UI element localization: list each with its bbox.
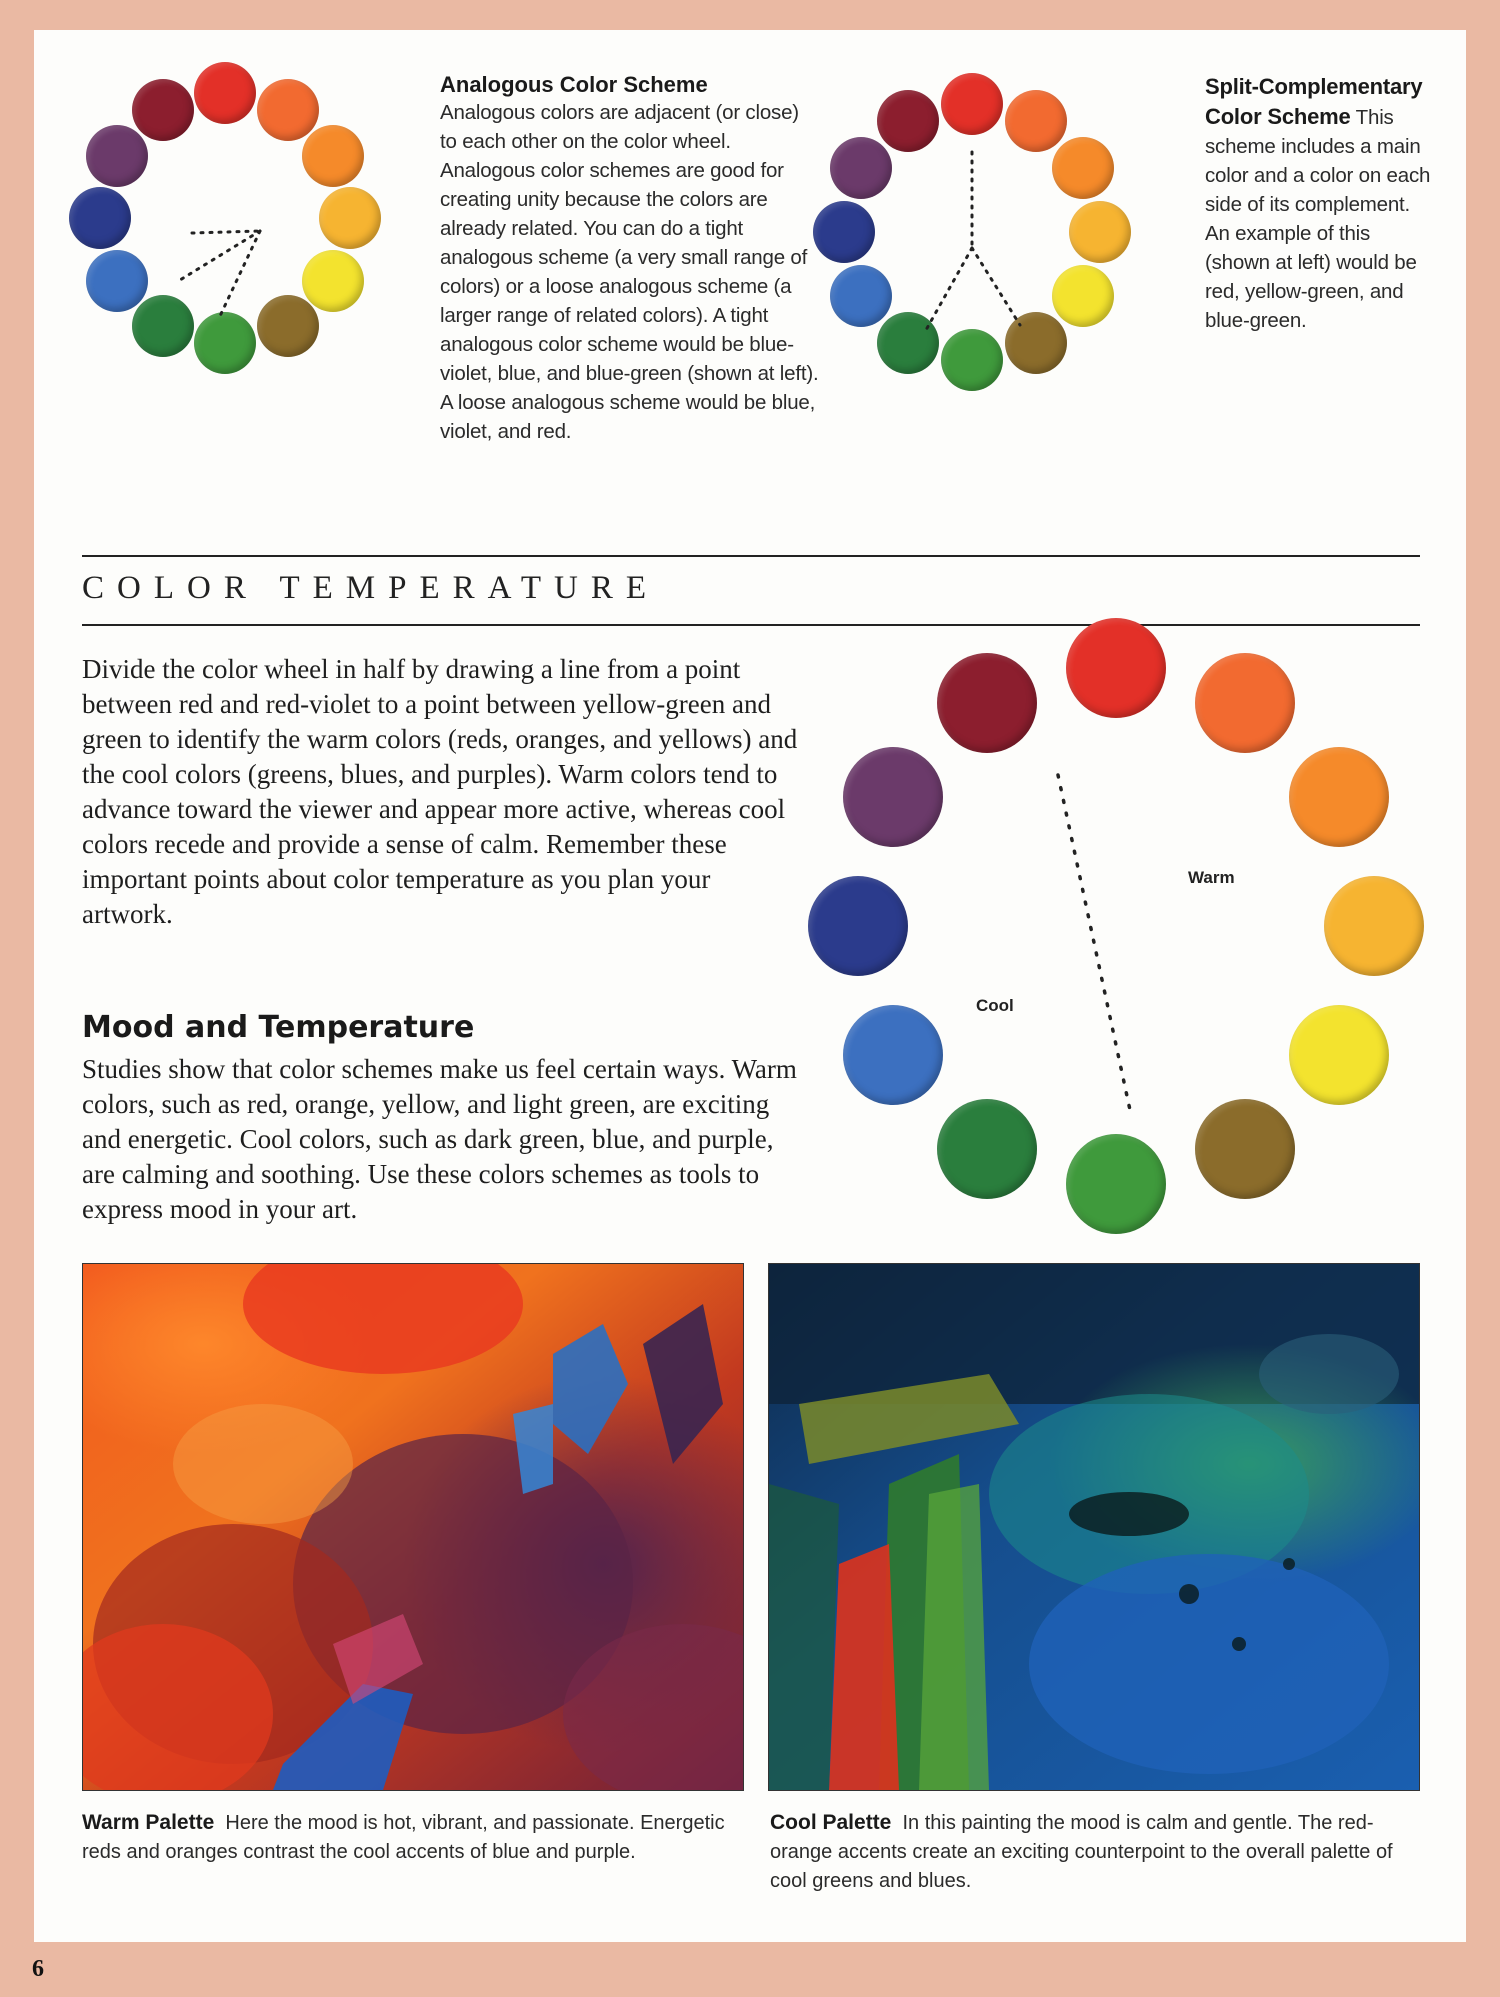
color-temperature-text: Divide the color wheel in half by drawing a line from a point between red and red-violet to a point between yellow-green and green to identify the warm colors (reds, oranges, and yellows) and the cool colors (greens, blues, and purples). Warm colors tend to advance toward the viewer and appear more active, whereas cool colors recede and provide a sense of calm. Remember these important points about color temperature as you plan your artwork. [82,654,798,929]
warm-palette-title: Warm Palette [82,1811,215,1834]
temperature-divider-line [824,640,1424,1220]
split-complementary-color-wheel [824,70,1114,370]
split-description: This scheme includes a main color and a color on each side of its complement. An example of this (shown at left) would be red, yellow-green, and blue-green. [1205,106,1431,332]
split-text-block [1205,72,1435,335]
cool-label: Cool [976,996,1014,1015]
split-description-block [1205,72,1435,335]
cool-palette-painting [768,1263,1420,1791]
mood-heading: Mood and Temperature [82,1010,475,1045]
cool-palette-caption [770,1808,1418,1896]
split-title: Split-Complementary Color Scheme [1205,74,1423,129]
analogous-description: Analogous colors are adjacent (or close) to each other on the color wheel. Analogous color schemes are good for creating unity because the colors are already related. You can do a tight analogous scheme (a very small range of colors) or a loose analogous scheme (a larger range of related colors). A tight analogous color scheme would be blue-violet, blue, and blue-green (shown at left). A loose analogous scheme would be blue, violet, and red. [440,101,819,443]
temperature-color-wheel [824,640,1424,1220]
book-page [34,30,1466,1942]
analogous-text-block [440,72,820,446]
color-temperature-heading: COLOR TEMPERATURE [82,570,660,606]
cool-palette-text: In this painting the mood is calm and gentle. The red-orange accents create an exciting counterpoint to the overall palette of cool greens and blues. [770,1812,1393,1892]
analogous-title: Analogous Color Scheme [440,72,708,97]
section-top-rule [82,555,1420,557]
section-bottom-rule [82,624,1420,626]
warm-palette-caption [82,1808,742,1867]
analogous-dotted-lines [80,66,370,366]
page-number: 6 [32,1956,44,1982]
warm-palette-text: Here the mood is hot, vibrant, and passionate. Energetic reds and oranges contrast the cool accents of blue and purple. [82,1812,725,1863]
split-complementary-dotted-lines [824,70,1114,370]
mood-text: Studies show that color schemes make us feel certain ways. Warm colors, such as red, orange, yellow, and light green, are exciting and energetic. Cool colors, such as dark green, blue, and purple, are calming and soothing. Use these colors schemes as tools to express mood in your art. [82,1054,797,1224]
analogous-color-wheel [80,66,370,366]
cool-palette-title: Cool Palette [770,1811,892,1834]
warm-palette-painting [82,1263,744,1791]
warm-label: Warm [1188,868,1235,887]
